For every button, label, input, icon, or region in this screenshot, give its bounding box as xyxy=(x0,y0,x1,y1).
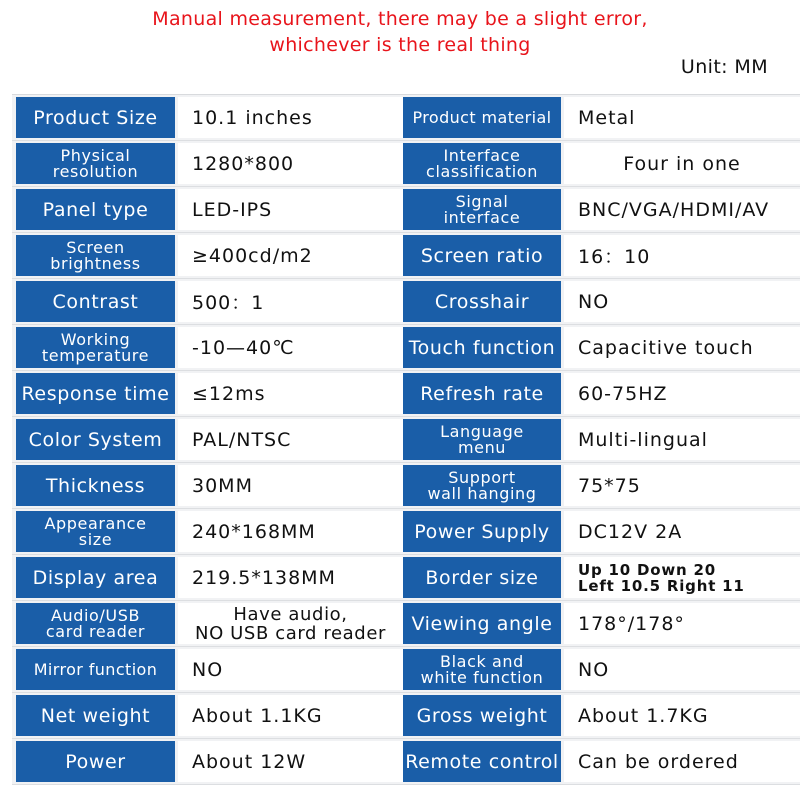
spec-label: Refresh rate xyxy=(403,373,561,414)
spec-pair-right xyxy=(403,463,800,508)
spec-value: 240*168MM xyxy=(178,511,403,552)
spec-value: -10—40℃ xyxy=(178,327,403,368)
spec-pair-left xyxy=(12,555,403,600)
spec-label: Color System xyxy=(16,419,175,460)
spec-label-line: Working xyxy=(60,329,131,349)
spec-row xyxy=(12,555,800,601)
spec-pair-left xyxy=(12,325,403,370)
spec-pair-left xyxy=(12,371,403,416)
spec-row xyxy=(12,95,800,141)
spec-pair-right xyxy=(403,279,800,324)
spec-value xyxy=(178,603,403,644)
spec-value: Multi-lingual xyxy=(564,419,800,460)
notice-line-1: Manual measurement, there may be a slight error, xyxy=(152,8,648,30)
spec-pair-right xyxy=(403,509,800,554)
spec-label-line: Appearance xyxy=(44,513,147,533)
spec-label-line: interface xyxy=(443,207,521,227)
spec-label-line: brightness xyxy=(50,253,141,273)
spec-label: Product material xyxy=(403,97,561,138)
spec-value-line: Up 10 Down 20 xyxy=(578,560,717,579)
spec-label-line: wall hanging xyxy=(427,483,537,503)
spec-label xyxy=(403,649,561,690)
spec-row xyxy=(12,371,800,417)
spec-value: Metal xyxy=(564,97,800,138)
spec-value: NO xyxy=(564,649,800,690)
spec-value-line: Left 10.5 Right 11 xyxy=(578,576,745,595)
spec-label: Thickness xyxy=(16,465,175,506)
spec-value: ≤12ms xyxy=(178,373,403,414)
measurement-notice xyxy=(0,6,800,58)
spec-label: Net weight xyxy=(16,695,175,736)
unit-label: Unit: MM xyxy=(680,56,768,78)
spec-label xyxy=(16,235,175,276)
spec-label xyxy=(403,419,561,460)
spec-value: Can be ordered xyxy=(564,741,800,782)
spec-label-line: Physical xyxy=(60,145,131,165)
spec-pair-right xyxy=(403,417,800,462)
spec-label xyxy=(16,603,175,644)
spec-pair-left xyxy=(12,187,403,232)
spec-row xyxy=(12,279,800,325)
spec-row xyxy=(12,601,800,647)
spec-pair-left xyxy=(12,647,403,692)
spec-label-line: Language xyxy=(440,421,524,441)
spec-label xyxy=(16,511,175,552)
spec-value: LED-IPS xyxy=(178,189,403,230)
spec-label-line: menu xyxy=(457,437,507,457)
spec-pair-left xyxy=(12,279,403,324)
spec-pair-right xyxy=(403,325,800,370)
spec-label xyxy=(403,189,561,230)
spec-pair-right xyxy=(403,141,800,186)
spec-value: 1280*800 xyxy=(178,143,403,184)
spec-label xyxy=(403,143,561,184)
spec-value: ≥400cd/m2 xyxy=(178,235,403,276)
spec-value-line: Have audio, xyxy=(233,603,348,625)
spec-label-line: card reader xyxy=(45,621,146,641)
spec-pair-left xyxy=(12,601,403,646)
spec-value: 60-75HZ xyxy=(564,373,800,414)
spec-pair-right xyxy=(403,693,800,738)
spec-label: Panel type xyxy=(16,189,175,230)
spec-label-line: resolution xyxy=(52,161,139,181)
spec-label: Mirror function xyxy=(16,649,175,690)
spec-label: Touch function xyxy=(403,327,561,368)
spec-label-line: Audio/USB xyxy=(50,605,141,625)
spec-pair-right xyxy=(403,95,800,140)
spec-value: 178°/178° xyxy=(564,603,800,644)
spec-label-line: Support xyxy=(448,467,516,487)
spec-row xyxy=(12,141,800,187)
spec-pair-right xyxy=(403,739,800,784)
spec-label-line: Signal xyxy=(455,191,509,211)
spec-label-line: white function xyxy=(420,667,544,687)
spec-row xyxy=(12,509,800,555)
spec-value: 500：1 xyxy=(178,281,403,322)
spec-label xyxy=(16,143,175,184)
spec-row xyxy=(12,739,800,785)
spec-value: About 12W xyxy=(178,741,403,782)
spec-pair-right xyxy=(403,233,800,278)
spec-value: About 1.7KG xyxy=(564,695,800,736)
spec-label xyxy=(16,327,175,368)
spec-label: Gross weight xyxy=(403,695,561,736)
spec-row xyxy=(12,463,800,509)
spec-pair-left xyxy=(12,693,403,738)
spec-value: PAL/NTSC xyxy=(178,419,403,460)
spec-row xyxy=(12,325,800,371)
spec-pair-left xyxy=(12,509,403,554)
spec-pair-right xyxy=(403,601,800,646)
spec-pair-left xyxy=(12,417,403,462)
spec-label: Crosshair xyxy=(403,281,561,322)
spec-row xyxy=(12,187,800,233)
spec-value: Capacitive touch xyxy=(564,327,800,368)
spec-value: NO xyxy=(564,281,800,322)
spec-label: Remote control xyxy=(403,741,561,782)
spec-label-line: Black and xyxy=(440,651,524,671)
spec-pair-left xyxy=(12,463,403,508)
spec-label: Response time xyxy=(16,373,175,414)
spec-label: Screen ratio xyxy=(403,235,561,276)
spec-label: Contrast xyxy=(16,281,175,322)
spec-label: Product Size xyxy=(16,97,175,138)
spec-label-line: size xyxy=(78,529,113,549)
spec-value: 30MM xyxy=(178,465,403,506)
spec-value: 16：10 xyxy=(564,235,800,276)
spec-label-line: temperature xyxy=(41,345,150,365)
spec-value xyxy=(564,557,800,598)
spec-label xyxy=(403,465,561,506)
spec-value: Four in one xyxy=(564,143,800,184)
spec-label-line: classification xyxy=(426,161,538,181)
spec-pair-left xyxy=(12,233,403,278)
spec-pair-right xyxy=(403,555,800,600)
spec-label-line: Screen xyxy=(66,237,125,257)
spec-label: Viewing angle xyxy=(403,603,561,644)
spec-label: Border size xyxy=(403,557,561,598)
spec-pair-right xyxy=(403,371,800,416)
spec-row xyxy=(12,647,800,693)
spec-row xyxy=(12,417,800,463)
spec-row xyxy=(12,233,800,279)
spec-value: About 1.1KG xyxy=(178,695,403,736)
spec-value-line: NO USB card reader xyxy=(195,622,386,644)
spec-pair-right xyxy=(403,187,800,232)
spec-pair-left xyxy=(12,141,403,186)
spec-label: Power Supply xyxy=(403,511,561,552)
spec-value: DC12V 2A xyxy=(564,511,800,552)
spec-pair-right xyxy=(403,647,800,692)
spec-value: 10.1 inches xyxy=(178,97,403,138)
spec-row xyxy=(12,693,800,739)
spec-label: Display area xyxy=(16,557,175,598)
spec-label-line: Interface xyxy=(443,145,521,165)
notice-line-2: whichever is the real thing xyxy=(269,34,531,56)
spec-label: Power xyxy=(16,741,175,782)
spec-value: NO xyxy=(178,649,403,690)
spec-pair-left xyxy=(12,95,403,140)
spec-pair-left xyxy=(12,739,403,784)
spec-table xyxy=(12,94,800,785)
spec-value: BNC/VGA/HDMI/AV xyxy=(564,189,800,230)
spec-value: 75*75 xyxy=(564,465,800,506)
spec-value: 219.5*138MM xyxy=(178,557,403,598)
